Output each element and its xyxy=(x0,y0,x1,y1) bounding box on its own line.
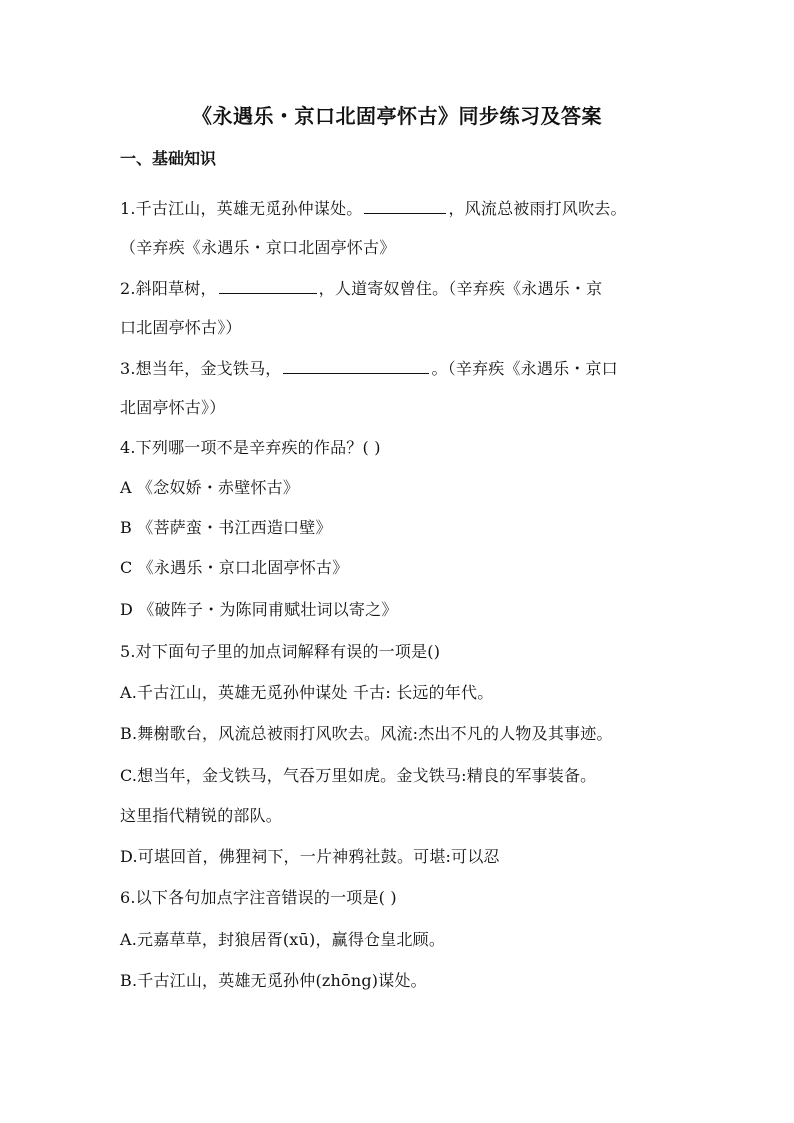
question-3-text-before: 3.想当年，金戈铁马， xyxy=(120,359,282,378)
question-4-option-d: D 《破阵子・为陈同甫赋壮词以寄之》 xyxy=(120,600,398,619)
question-2-line xyxy=(120,275,602,299)
question-4-prompt: 4.下列哪一项不是辛弃疾的作品？( ) xyxy=(120,438,381,457)
question-4-option-c: C 《永遇乐・京口北固亭怀古》 xyxy=(120,558,349,577)
question-6-option-a: A.元嘉草草，封狼居胥(xū)，赢得仓皇北顾。 xyxy=(120,930,446,949)
question-4-option-b: B 《菩萨蛮・书江西造口壁》 xyxy=(120,518,332,537)
fill-blank-1 xyxy=(364,195,446,214)
question-1-line xyxy=(120,195,627,219)
question-3-text-after: 。（辛弃疾《永遇乐・京口 xyxy=(431,359,618,378)
question-2-text-before: 2.斜阳草树， xyxy=(120,279,217,298)
question-5-option-c-continued: 这里指代精锐的部队。 xyxy=(120,806,283,825)
document-title: 《永遇乐・京口北固亭怀古》同步练习及答案 xyxy=(192,104,602,128)
question-2-source: 口北固亭怀古》） xyxy=(120,318,242,337)
question-5-option-b: B.舞榭歌台，风流总被雨打风吹去。风流:杰出不凡的人物及其事迹。 xyxy=(120,724,613,743)
section-heading: 一、基础知识 xyxy=(120,149,217,168)
fill-blank-3 xyxy=(283,355,429,374)
question-6-prompt: 6.以下各句加点字注音错误的一项是( ) xyxy=(120,888,397,907)
question-6-option-b: B.千古江山，英雄无觅孙仲(zhōng)谋处。 xyxy=(120,971,427,990)
question-4-option-a: A 《念奴娇・赤壁怀古》 xyxy=(120,478,300,497)
question-5-option-c: C.想当年，金戈铁马，气吞万里如虎。金戈铁马:精良的军事装备。 xyxy=(120,766,597,785)
question-5-option-d: D.可堪回首，佛狸祠下，一片神鸦社鼓。可堪:可以忍 xyxy=(120,847,500,866)
question-5-prompt: 5.对下面句子里的加点词解释有误的一项是() xyxy=(120,642,441,661)
question-1-source: （辛弃疾《永遇乐・京口北固亭怀古》 xyxy=(120,238,396,257)
question-5-option-a: A.千古江山，英雄无觅孙仲谋处 千古: 长远的年代。 xyxy=(120,683,494,702)
question-3-line xyxy=(120,355,618,379)
question-1-text-before: 1.千古江山，英雄无觅孙仲谋处。 xyxy=(120,199,363,218)
question-1-text-after: ，风流总被雨打风吹去。 xyxy=(448,199,627,218)
fill-blank-2 xyxy=(219,275,317,294)
question-2-text-after: ，人道寄奴曾住。（辛弃疾《永遇乐・京 xyxy=(318,279,603,298)
question-3-source: 北固亭怀古》） xyxy=(120,398,226,417)
